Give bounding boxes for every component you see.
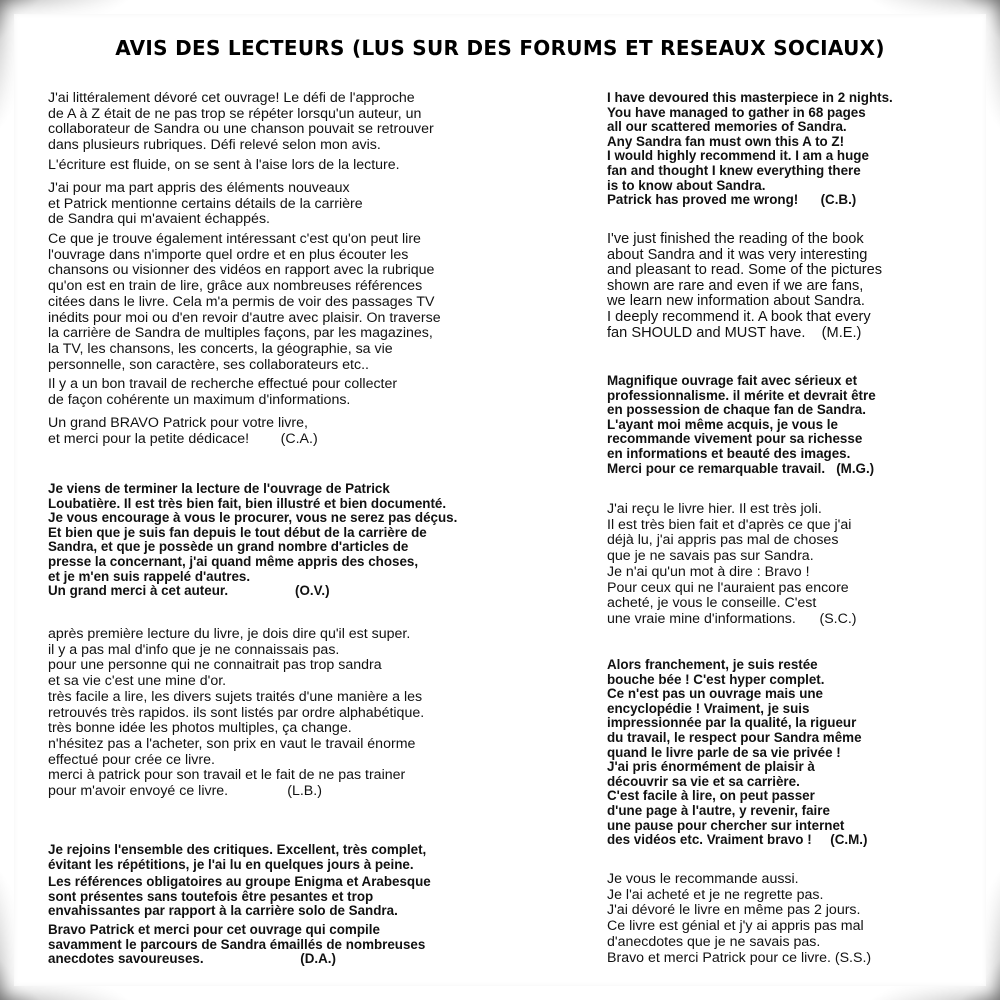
review-sc: J'ai reçu le livre hier. Il est très joli. Il est très bien fait et d'après ce que j'ai déjà lu, j'ai appris pas mal de choses que je ne savais pas sur Sandra. Je n'ai qu'un mot à dire : Bravo ! Pour ceux qui ne l'auraient pas encore acheté, je vous le conseille. C'est une vraie mine d'informations. (S.C.) bbox=[607, 501, 857, 627]
review-ca-p1: J'ai littéralement dévoré cet ouvrage! Le défi de l'approche de A à Z était de ne pas trop se répéter lorsqu'un auteur, un collaborateur de Sandra ou une chanson pouvait se retrouver dans plusieurs rubriques. Défi relevé selon mon avis. bbox=[48, 90, 434, 154]
review-cb: I have devoured this masterpiece in 2 nights. You have managed to gather in 68 pages all our scattered memories of Sandra. Any Sandra fan must own this A to Z! I would highly recommend it. I am a huge fan and thought I knew everything there is to know about Sandra. Patrick has proved me wrong! (C.B.) bbox=[607, 90, 893, 208]
review-lb: après première lecture du livre, je dois dire qu'il est super. il y a pas mal d'info que je ne connaissais pas. pour une personne qui ne connaitrait pas trop sandra et sa vie c'est une mine d'or. très facile a lire, les divers sujets traités d'une manière a les retrouvés très rapidos. ils sont listés par ordre alphabétique. très bonne idée les photos multiples, ça change. n'hésitez pas a l'acheter, son prix en vaut le travail énorme effectué pour crée ce livre. merci à patrick pour son travail et le fait de ne pas trainer pour m'avoir envoyé ce livre. (L.B.) bbox=[48, 626, 425, 800]
page-title: AVIS DES LECTEURS (LUS SUR DES FORUMS ET RESEAUX SOCIAUX) bbox=[115, 36, 885, 60]
review-da-p1: Je rejoins l'ensemble des critiques. Excellent, très complet, évitant les répétitions, je l'ai lu en quelques jours à peine. bbox=[48, 842, 427, 872]
review-ca-p2: L'écriture est fluide, on se sent à l'aise lors de la lecture. bbox=[48, 157, 400, 173]
review-da-p2: Les références obligatoires au groupe Enigma et Arabesque sont présentes sans toutefois être pesantes et trop envahissantes par rapport à la carrière solo de Sandra. bbox=[48, 874, 431, 919]
review-mg: Magnifique ouvrage fait avec sérieux et professionnalisme. il mérite et devrait être en possession de chaque fan de Sandra. L'ayant moi même acquis, je vous le recommande vivement pour sa richesse en informations et beauté des images. Merci pour ce remarquable travail. (M.G.) bbox=[607, 373, 876, 476]
review-da-p3: Bravo Patrick et merci pour cet ouvrage qui compile savamment le parcours de Sandra émaillés de nombreuses anecdotes savoureuses. (D.A.) bbox=[48, 922, 426, 967]
review-ca-p4: Ce que je trouve également intéressant c'est qu'on peut lire l'ouvrage dans n'importe quel ordre et en plus écouter les chansons ou visionner des vidéos en rapport avec la rubrique qu'on est en train de lire, grâce aux nombreuses références citées dans le livre. Cela m'a permis de voir des passages TV inédits pour moi ou d'en revoir d'autre avec plaisir. On traverse la carrière de Sandra de multiples façons, par les magazines, la TV, les chansons, les concerts, la géographie, sa vie personnelle, son caractère, ses collaborateurs etc.. bbox=[48, 231, 441, 373]
review-me: I've just finished the reading of the book about Sandra and it was very interesting and pleasant to read. Some of the pictures shown are rare and even if we are fans, we learn new information about Sandra. I deeply recommend it. A book that every fan SHOULD and MUST have. (M.E.) bbox=[607, 231, 883, 341]
review-cm: Alors franchement, je suis restée bouche bée ! C'est hyper complet. Ce n'est pas un ouvrage mais une encyclopédie ! Vraiment, je suis impressionnée par la qualité, la rigueur du travail, le respect pour Sandra même quand le livre parle de sa vie privée ! J'ai pris énormément de plaisir à découvrir sa vie et sa carrière. C'est facile à lire, on peut passer d'une page à l'autre, y revenir, faire une pause pour chercher sur internet des vidéos etc. Vraiment bravo ! (C.M.) bbox=[607, 657, 868, 848]
review-ss: Je vous le recommande aussi. Je l'ai acheté et je ne regrette pas. J'ai dévoré le livre en même pas 2 jours. Ce livre est génial et j'y ai appris pas mal d'anecdotes que je ne savais pas. Bravo et merci Patrick pour ce livre. (S.S.) bbox=[607, 871, 872, 966]
review-ov: Je viens de terminer la lecture de l'ouvrage de Patrick Loubatière. Il est très bien fait, bien illustré et bien documenté. Je vous encourage à vous le procurer, vous ne serez pas déçus. Et bien que je suis fan depuis le tout début de la carrière de Sandra, et que je possède un grand nombre d'articles de presse la concernant, j'ai quand même appris des choses, et je m'en suis rappelé d'autres. Un grand merci à cet auteur. (O.V.) bbox=[48, 481, 458, 599]
review-ca-p3: J'ai pour ma part appris des éléments nouveaux et Patrick mentionne certains détails de la carrière de Sandra qui m'avaient échappés. bbox=[48, 180, 363, 228]
review-ca-p5: Il y a un bon travail de recherche effectué pour collecter de façon cohérente un maximum d'informations. bbox=[48, 376, 398, 408]
review-ca-p6: Un grand BRAVO Patrick pour votre livre, et merci pour la petite dédicace! (C.A.) bbox=[48, 415, 318, 447]
